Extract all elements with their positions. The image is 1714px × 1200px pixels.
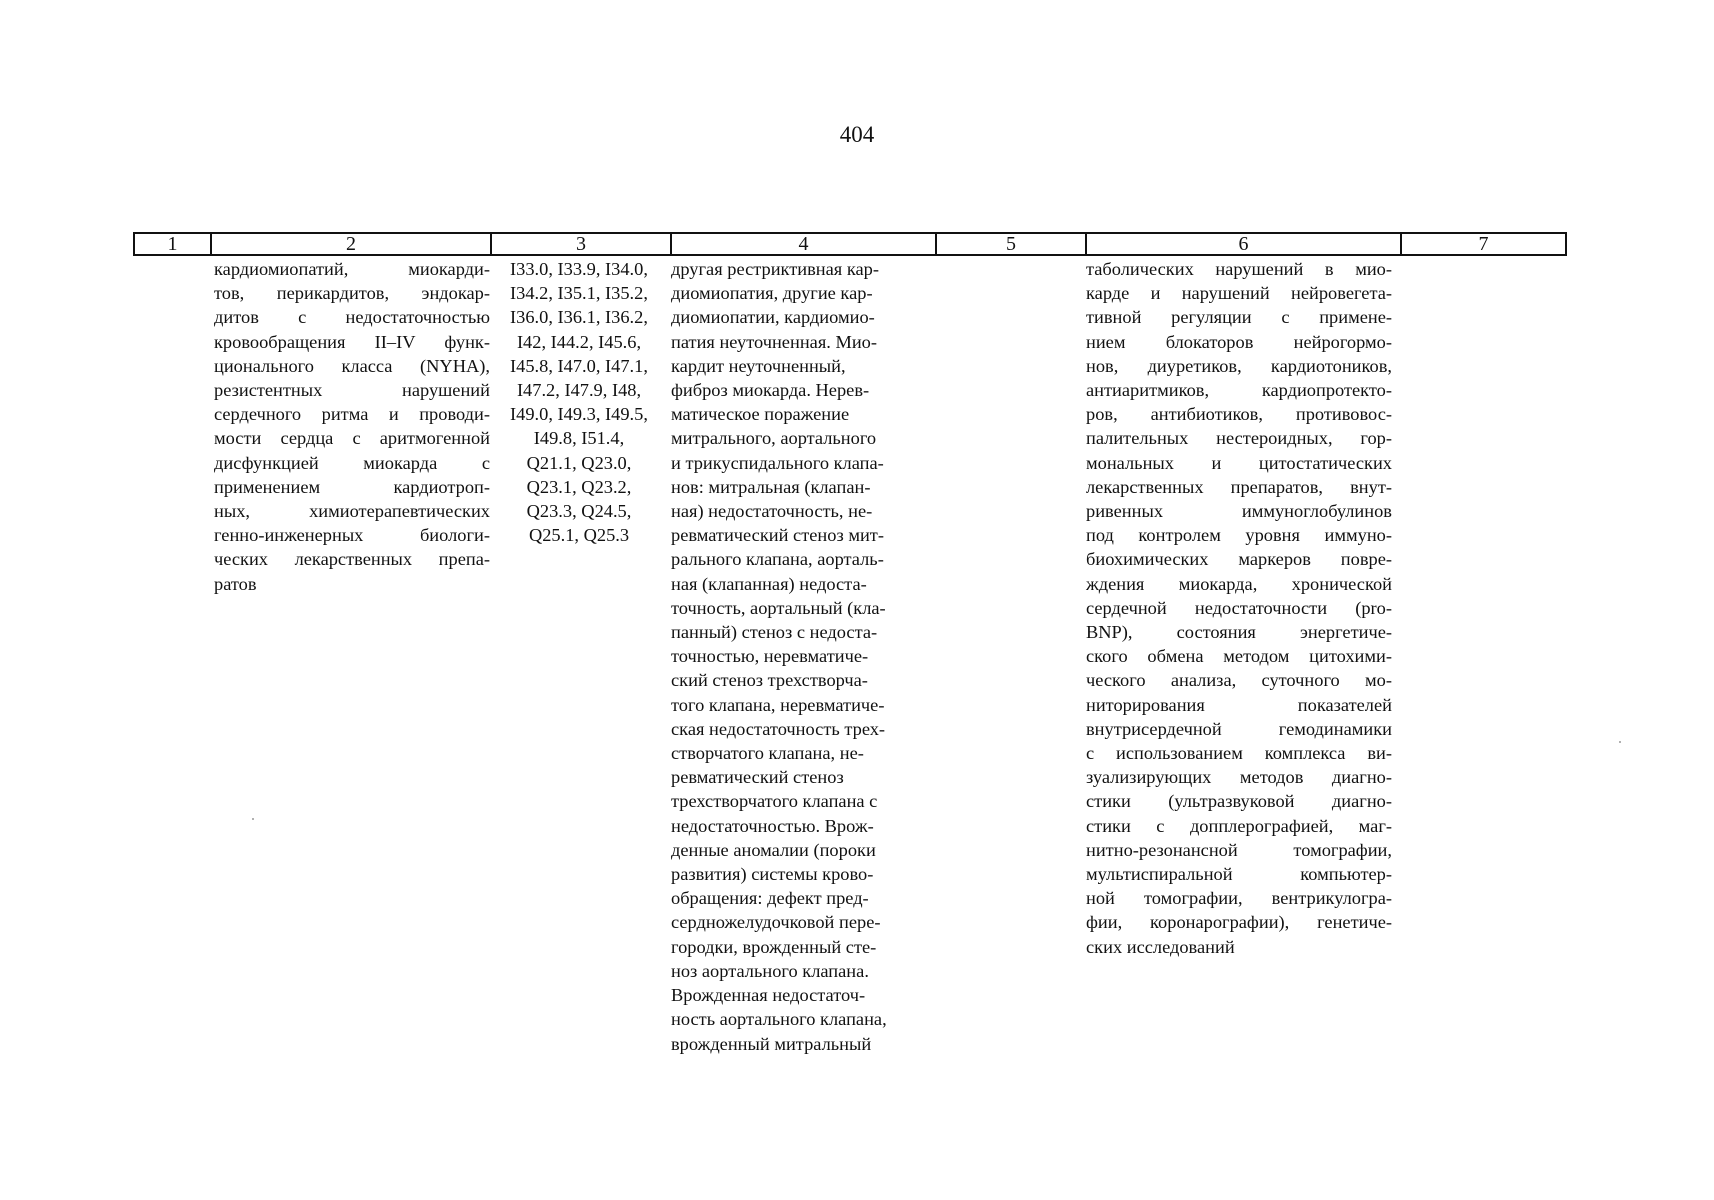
table-cell-line: Q23.3, Q24.5, [526, 501, 632, 522]
table-cell-line: Q21.1, Q23.0, [526, 452, 632, 473]
table-cell-line: тивной регуляции с примене- [1086, 307, 1392, 328]
table-cell-line: фиброз миокарда. Нерев- [671, 380, 870, 401]
table-cell-line: другая рестриктивная кар- [671, 259, 879, 279]
table-cell-line: под контролем уровня иммуно- [1086, 525, 1392, 546]
table-cell-line: I49.0, I49.3, I49.5, [510, 404, 648, 425]
table-cell-line: I42, I44.2, I45.6, [516, 331, 642, 352]
table-cell-line: таболических нарушений в мио- [1086, 259, 1392, 279]
header-col-4: 4 [672, 234, 937, 254]
table-cell-line: диомиопатии, кардиомио- [671, 307, 875, 328]
table-cell-line: мультиспиральной компьютер- [1086, 864, 1392, 885]
table-cell-line: нов: митральная (клапан- [671, 476, 871, 497]
table-cell-line: диомиопатия, другие кар- [671, 283, 873, 304]
table-cell-line: сердечного ритма и проводи- [214, 404, 490, 425]
table-cell-line: зуализирующих методов диагно- [1086, 767, 1392, 788]
table-cell-line: I36.0, I36.1, I36.2, [510, 307, 648, 328]
table-cell-line: мости сердца с аритмогенной [214, 428, 490, 449]
table-cell-line: ческого анализа, суточного мо- [1086, 670, 1392, 691]
table-cell-line: ских исследований [1086, 936, 1235, 957]
table-cell-line: Q25.1, Q25.3 [528, 525, 630, 546]
table-cell-line: мональных и цитостатических [1086, 452, 1392, 473]
table-cell-line: ческих лекарственных препа- [214, 549, 490, 570]
table-cell-line: створчатого клапана, не- [671, 743, 864, 764]
header-col-5: 5 [937, 234, 1087, 254]
table-cell-line: врожденный митральный [671, 1033, 872, 1054]
table-cell-line: ная (клапанная) недоста- [671, 573, 867, 594]
header-col-7: 7 [1478, 233, 1489, 255]
table-cell-line: ревматический стеноз мит- [671, 525, 884, 546]
table-cell-line: внутрисердечной гемодинамики [1086, 718, 1392, 739]
table-cell-line: тов, перикардитов, эндокар- [214, 283, 490, 304]
table-cell-line: сердножелудочковой пере- [671, 912, 881, 933]
header-col-2: 2 [212, 234, 492, 254]
table-cell-line: матическое поражение [671, 404, 850, 425]
table-cell-line: ров, антибиотиков, противовос- [1086, 404, 1392, 425]
column-3-codes [494, 257, 664, 547]
table-cell-line: денные аномалии (пороки [671, 839, 876, 860]
table-cell-line: кардит неуточненный, [671, 355, 846, 376]
table-cell-line: недостаточностью. Врож- [671, 815, 874, 836]
table-cell-line: ниторирования показателей [1086, 694, 1392, 715]
table-cell-line: с использованием комплекса ви- [1086, 743, 1392, 764]
table-cell-line: кардиомиопатий, миокарди- [214, 259, 490, 279]
table-cell-line: I33.0, I33.9, I34.0, [510, 259, 648, 279]
scan-speck [1619, 741, 1621, 743]
table-cell-line: дисфункцией миокарда с [214, 452, 490, 473]
table-cell-line: I47.2, I47.9, I48, [516, 380, 642, 401]
table-cell-line: палительных нестероидных, гор- [1086, 428, 1392, 449]
table-cell-line: I34.2, I35.1, I35.2, [510, 283, 648, 304]
table-cell-line: Q23.1, Q23.2, [526, 476, 632, 497]
header-col-3: 3 [492, 234, 672, 254]
table-cell-line: ская недостаточность трех- [671, 718, 886, 739]
table-cell-line: антиаритмиков, кардиопротекто- [1086, 380, 1392, 401]
table-cell-line: сердечной недостаточности (pro- [1086, 597, 1392, 618]
table-cell-line: ский стеноз трехстворча- [671, 670, 868, 691]
table-cell-line: I49.8, I51.4, [533, 428, 625, 449]
table-cell-line: нов, диуретиков, кардиотоников, [1086, 355, 1392, 376]
table-cell-line: ной томографии, вентрикулогра- [1086, 888, 1392, 909]
table-cell-line: биохимических маркеров повре- [1086, 549, 1392, 570]
table-header-row [133, 232, 1567, 256]
column-2-text [214, 257, 490, 596]
table-cell-line: нитно-резонансной томографии, [1086, 839, 1392, 860]
table-cell-line: фии, коронарографии), генетиче- [1086, 912, 1392, 933]
table-cell-line: ность аортального клапана, [671, 1009, 887, 1030]
table-cell-line: Врожденная недостаточ- [671, 985, 866, 1006]
header-col-6: 6 [1087, 234, 1402, 254]
table-cell-line: кровообращения II–IV функ- [214, 331, 490, 352]
table-cell-line: I45.8, I47.0, I47.1, [510, 355, 648, 376]
table-cell-line: трехстворчатого клапана с [671, 791, 878, 812]
table-cell-line: ского обмена методом цитохими- [1086, 646, 1392, 667]
table-cell-line: патия неуточненная. Мио- [671, 331, 877, 352]
table-cell-line: точность, аортальный (кла- [671, 597, 886, 618]
table-cell-line: ждения миокарда, хронической [1086, 573, 1392, 594]
table-cell-line: стики с допплерографией, маг- [1086, 815, 1392, 836]
table-cell-line: BNP), состояния энергетиче- [1086, 622, 1392, 643]
table-cell-line: ноз аортального клапана. [671, 960, 869, 981]
table-cell-line: карде и нарушений нейровегета- [1086, 283, 1392, 304]
table-cell-line: ная) недостаточность, не- [671, 501, 873, 522]
table-cell-line: и трикуспидального клапа- [671, 452, 884, 473]
table-cell-line: ривенных иммуноглобулинов [1086, 501, 1392, 522]
table-cell-line: рального клапана, аорталь- [671, 549, 884, 570]
header-col-1: 1 [135, 234, 212, 254]
column-4-text [671, 257, 935, 1056]
table-cell-line: лекарственных препаратов, внут- [1086, 476, 1392, 497]
table-cell-line: стики (ультразвуковой диагно- [1086, 791, 1392, 812]
table-cell-line: развития) системы крово- [671, 864, 874, 885]
table-cell-line: ных, химиотерапевтических [214, 501, 490, 522]
table-cell-line: дитов с недостаточностью [214, 307, 490, 328]
table-cell-line: точностью, неревматиче- [671, 646, 869, 667]
table-cell-line: обращения: дефект пред- [671, 888, 869, 909]
table-cell-line: нием блокаторов нейрогормо- [1086, 331, 1392, 352]
table-cell-line: панный) стеноз с недоста- [671, 622, 878, 643]
page-number: 404 [839, 122, 875, 147]
table-cell-line: того клапана, неревматиче- [671, 694, 885, 715]
scan-speck [252, 818, 254, 820]
table-cell-line: городки, врожденный сте- [671, 936, 877, 957]
table-cell-line: ратов [214, 573, 257, 594]
table-cell-line: применением кардиотроп- [214, 476, 490, 497]
table-cell-line: резистентных нарушений [214, 380, 490, 401]
table-cell-line: генно-инженерных биологи- [214, 525, 490, 546]
table-cell-line: ревматический стеноз [671, 767, 844, 788]
column-6-text [1086, 257, 1392, 959]
table-cell-line: митрального, аортального [671, 428, 877, 449]
table-cell-line: ционального класса (NYHA), [214, 355, 490, 376]
